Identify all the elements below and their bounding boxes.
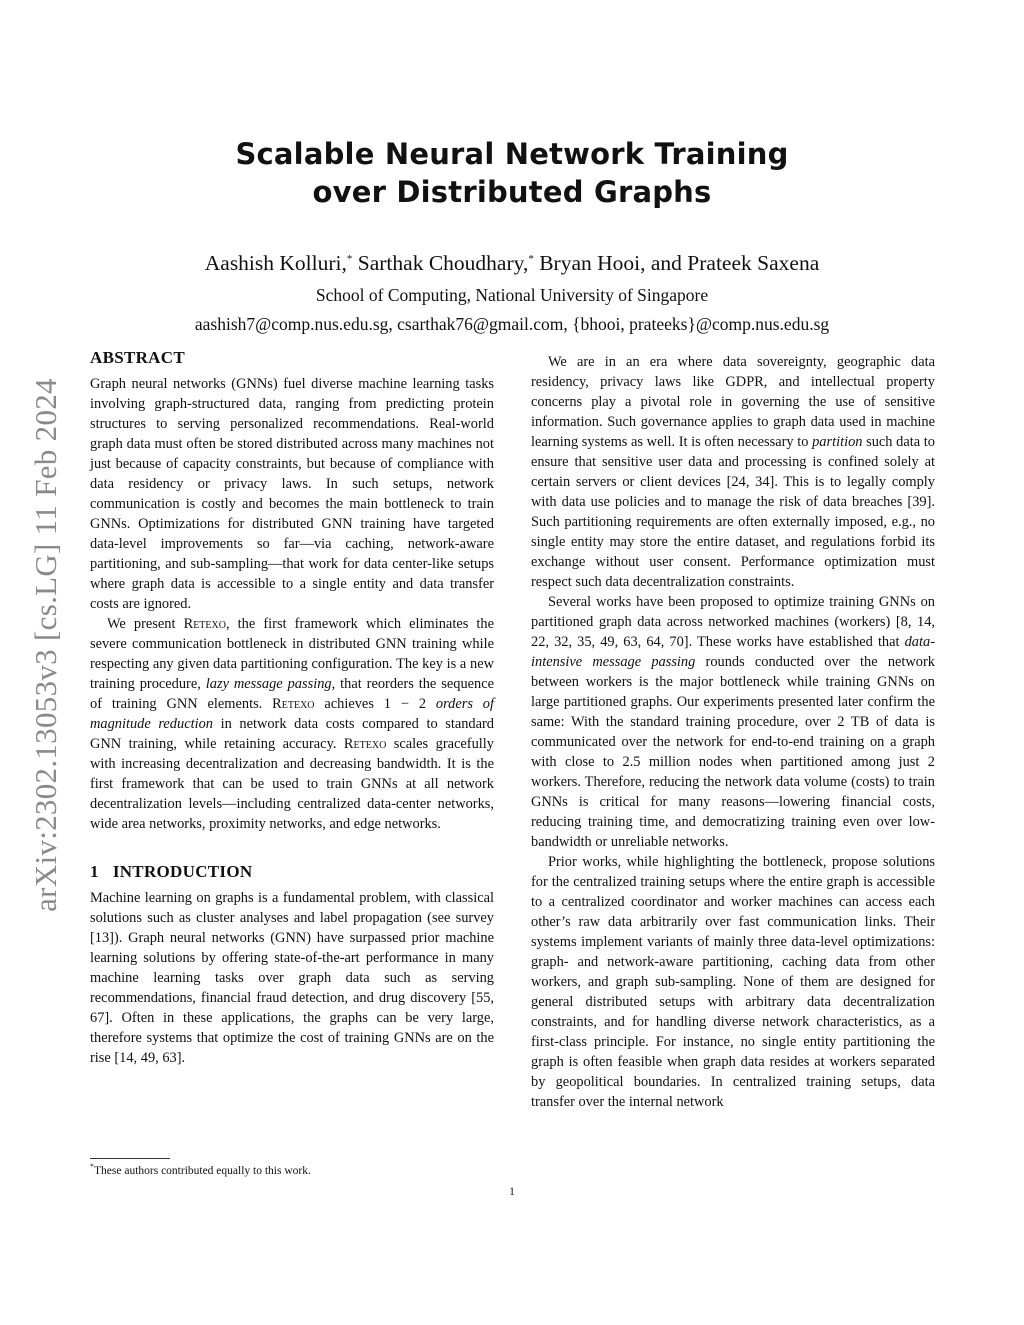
abstract-heading: ABSTRACT (90, 348, 185, 367)
right-paragraph-3: Prior works, while highlighting the bottleneck, propose solutions for the centralized training setups where the entire graph is accessible to a centralized coordinator and worker machines can access each other’s raw data arbitrarily over fast communication links. Their systems implement variants of mainly three data-level optimizations: graph- and network-aware partitioning, caching data from other workers, and graph sub-sampling. None of them are designed for general distributed setups with arbitrary data decentralization constraints, and for handling diverse network characteristics, as a first-class principle. For instance, no single entity partitioning the graph is often feasible when graph data resides at workers separated by geopolitical boundaries. In centralized training setups, data transfer over the internal network (531, 854, 935, 1110)
system-name: Retexo (272, 696, 315, 712)
text-run: We are in an era where data sovereignty, geographic data residency, privacy laws like GDPR, and intellectual property concerns play a pivotal role in governing the use of sensitive information. Such governance applies to graph data used in machine learning systems as well. It is often necessary to (531, 354, 935, 450)
author-1: Aashish Kolluri, (204, 251, 347, 275)
arxiv-stamp (16, 345, 76, 945)
text-run: rounds conducted over the network between workers is the major bottleneck while training GNNs on large partitioned graphs. Our experiments presented later confirm the same: With the standard training procedure, over 2 TB of data is communicated over the network for end-to-end training on a graph with close to 2.5 million nodes when partitioned among just 2 workers. Therefore, reducing the network data volume (costs) to train GNNs is critical for many reasons—lowering financial costs, reducing training time, and democratizing training even over low-bandwidth or unreliable networks. (531, 654, 935, 850)
footnote-text: These authors contributed equally to this work. (94, 1164, 311, 1177)
footnote-divider (90, 1158, 170, 1159)
affiliation: School of Computing, National University of Singapore (315, 285, 709, 305)
text-run: in network data costs compared to standard GNN training, while retaining accuracy. (90, 716, 494, 752)
left-column (90, 348, 494, 1068)
author-rest: Bryan Hooi, and Prateek Saxena (533, 251, 820, 275)
section-title: INTRODUCTION (112, 862, 253, 881)
title-line-2: over Distributed Graphs (312, 175, 712, 209)
footnote (90, 1162, 311, 1177)
text-run: We present (107, 616, 184, 632)
system-name: Retexo (183, 616, 226, 632)
abstract-paragraph-1: Graph neural networks (GNNs) fuel diverse machine learning tasks involving graph-structured data, ranging from predicting protein structures to serving personalized recommendations. Real-world graph data must often be stored distributed across many machines not just because of capacity constraints, but because of compliance with data residency or privacy laws. In such setups, network communication is costly and becomes the main bottleneck to train GNNs. Optimizations for distributed GNN training have targeted data-level improvements so far—via caching, network-aware partitioning, and sub-sampling—that work for data center-like setups where graph data is accessible to a single entity and data transfer costs are ignored. (90, 376, 494, 612)
emphasis: data-intensive message passing (531, 634, 935, 670)
emphasis: lazy message passing (205, 676, 332, 692)
introduction-heading (90, 862, 494, 882)
page-number: 1 (509, 1186, 515, 1198)
arxiv-identifier: arXiv:2302.13053v3 [cs.LG] 11 Feb 2024 (28, 378, 63, 912)
right-paragraph-2 (531, 592, 935, 852)
text-run: such data to ensure that sensitive user data and processing is confined solely at certain servers or client devices [24, 34]. This is to legally comply with data use policies and to manage the risk of data breaches [39]. Such partitioning requirements are often externally imposed, e.g., no single entity may store the entire dataset, and regulations forbid its exchange without user consent. Performance optimization must respect such data decentralization constraints. (531, 434, 935, 590)
text-run: , the first framework which eliminates the severe communication bottleneck in distributed GNN training while respecting any given data partitioning configuration. The key is a new training procedure, (90, 616, 494, 692)
emphasis: partition (812, 434, 863, 450)
system-name: Retexo (343, 736, 387, 752)
right-column (531, 352, 935, 1112)
emphasis: orders of magnitude reduction (90, 696, 494, 732)
title-line-1: Scalable Neural Network Training (235, 137, 789, 171)
text-run: achieves 1 − 2 (314, 696, 436, 712)
abstract-paragraph-2 (90, 614, 494, 834)
right-paragraph-1 (531, 352, 935, 592)
text-run: scales gracefully with increasing decentralization and decreasing bandwidth. It is the first framework that can be used to train GNNs at all network decentralization levels—including centralized data-center networks, wide area networks, proximity networks, and edge networks. (90, 736, 494, 832)
equal-contribution-mark: * (346, 252, 353, 265)
author-emails: aashish7@comp.nus.edu.sg, csarthak76@gmail.com, {bhooi, prateeks}@comp.nus.edu.sg (194, 314, 830, 334)
author-2: Sarthak Choudhary, (352, 251, 529, 275)
text-run: Several works have been proposed to optimize training GNNs on partitioned graph data across networked machines (workers) [8, 14, 22, 32, 35, 49, 63, 64, 70]. These works have established that (531, 594, 935, 650)
author-list (0, 251, 1024, 276)
intro-paragraph-1: Machine learning on graphs is a fundamental problem, with classical solutions such as cluster analyses and label propagation (see survey [13]). Graph neural networks (GNN) have surpassed prior machine learning solutions by offering state-of-the-art performance in many machine learning tasks over graph data such as serving recommendations, financial fraud detection, and drug discovery [55, 67]. Often in these applications, the graphs can be very large, therefore systems that optimize the cost of training GNNs are on the rise [14, 49, 63]. (90, 890, 494, 1066)
section-number: 1 (90, 862, 99, 881)
text-run: , that reorders the sequence of training GNN elements. (90, 676, 494, 712)
paper-title (0, 135, 1024, 211)
footnote-mark: * (90, 1162, 94, 1171)
equal-contribution-mark: * (528, 252, 534, 265)
